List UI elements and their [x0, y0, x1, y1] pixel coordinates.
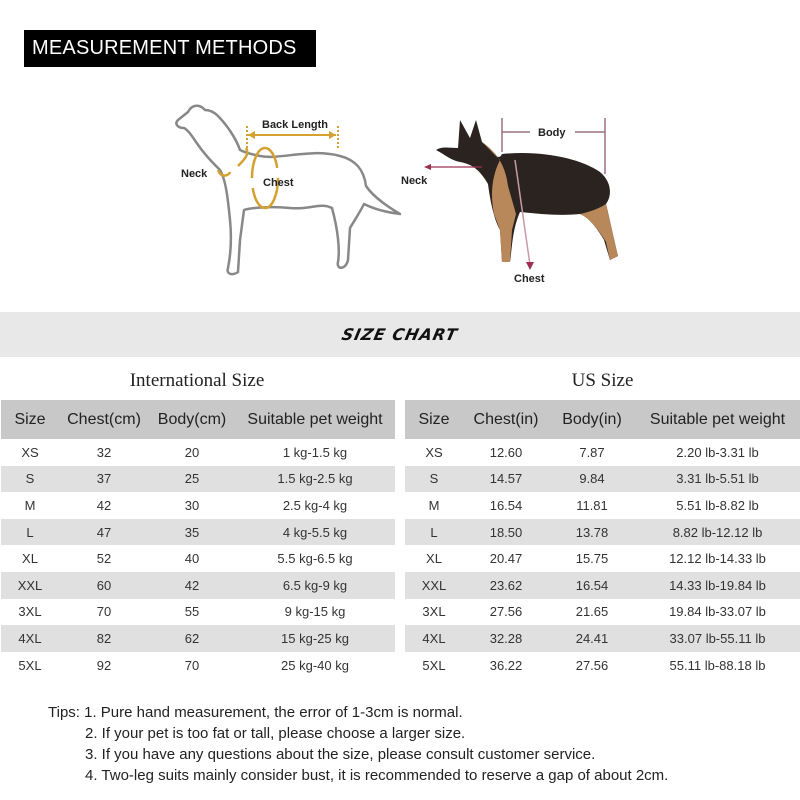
- table-cell: 37: [59, 466, 149, 493]
- table-cell: 30: [184, 497, 200, 513]
- table-cell: 2.5 kg-4 kg: [282, 497, 348, 513]
- table-row: [1, 439, 395, 466]
- us-size-table: [405, 400, 800, 678]
- table-cell: 23.62: [463, 572, 549, 599]
- table-cell: M: [24, 497, 36, 513]
- table-cell: 82: [59, 625, 149, 652]
- neck-label-photo: Neck: [401, 175, 428, 187]
- table-cell: 5XL: [18, 657, 42, 673]
- table-cell: 1 kg-1.5 kg: [282, 444, 348, 460]
- measurement-illustrations: [160, 90, 640, 300]
- tip-item: [48, 765, 668, 786]
- table-cell: 15 kg-25 kg: [235, 625, 395, 652]
- table-cell: 24.41: [549, 625, 635, 652]
- column-header: Size: [1, 400, 59, 439]
- table-row: [405, 439, 800, 466]
- table-row: [1, 625, 395, 652]
- chest-label: Chest: [263, 177, 294, 189]
- table-cell: 13.78: [549, 519, 635, 546]
- table-row: [1, 466, 395, 493]
- table-cell: 52: [96, 551, 112, 567]
- table-cell: 55: [184, 604, 200, 620]
- table-cell: 33.07 lb-55.11 lb: [635, 625, 800, 652]
- table-cell: 5.5 kg-6.5 kg: [277, 551, 353, 567]
- tip-text: 2. If your pet is too fat or tall, please choose a larger size.: [85, 725, 466, 742]
- table-cell: 20.47: [489, 551, 523, 567]
- tips-section: [48, 702, 668, 786]
- table-cell: 6.5 kg-9 kg: [235, 572, 395, 599]
- body-label: Body: [538, 127, 566, 139]
- table-cell: 36.22: [489, 657, 523, 673]
- column-header: Suitable pet weight: [635, 400, 800, 439]
- column-header: Chest(cm): [59, 400, 149, 439]
- table-cell: 4 kg-5.5 kg: [235, 519, 395, 546]
- table-cell: 35: [149, 519, 235, 546]
- table-row: [405, 466, 800, 493]
- table-cell: 14.57: [463, 466, 549, 493]
- us-size-title: US Size: [571, 370, 634, 391]
- table-cell: 18.50: [463, 519, 549, 546]
- table-cell: 27.56: [489, 604, 523, 620]
- table-cell: 2.20 lb-3.31 lb: [676, 444, 759, 460]
- table-cell: XXL: [405, 572, 463, 599]
- chest-pointer-arrowhead: [526, 262, 534, 270]
- column-header: Suitable pet weight: [235, 400, 395, 439]
- table-cell: 7.87: [579, 444, 605, 460]
- table-cell: 27.56: [575, 657, 609, 673]
- table-cell: 25 kg-40 kg: [281, 657, 349, 673]
- table-cell: L: [405, 519, 463, 546]
- table-cell: 15.75: [575, 551, 609, 567]
- tip-item: [48, 702, 668, 723]
- table-cell: 25: [149, 466, 235, 493]
- table-cell: 5XL: [422, 657, 446, 673]
- table-header-row: [405, 400, 800, 439]
- table-row: [1, 572, 395, 599]
- banner-title: MEASUREMENT METHODS: [32, 37, 297, 59]
- table-cell: XL: [22, 551, 38, 567]
- table-row: [1, 599, 395, 626]
- table-header-row: [1, 400, 395, 439]
- table-row: [405, 545, 800, 572]
- column-header: Body(in): [549, 400, 635, 439]
- column-header: Body(cm): [149, 400, 235, 439]
- tip-item: [48, 723, 668, 744]
- table-cell: 92: [96, 657, 112, 673]
- column-header: Size: [405, 400, 463, 439]
- tip-text: 1. Pure hand measurement, the error of 1-3cm is normal.: [84, 704, 463, 721]
- table-row: [405, 599, 800, 626]
- table-cell: 70: [96, 604, 112, 620]
- international-size-title: International Size: [129, 370, 265, 391]
- neck-label: Neck: [181, 168, 208, 180]
- table-row: [405, 519, 800, 546]
- outline-dog-diagram: [176, 106, 400, 274]
- table-row: [405, 572, 800, 599]
- table-cell: L: [1, 519, 59, 546]
- table-cell: 32: [96, 444, 112, 460]
- table-cell: 11.81: [576, 497, 608, 513]
- table-cell: 1.5 kg-2.5 kg: [235, 466, 395, 493]
- back-length-arrowhead-right: [329, 131, 336, 139]
- photo-dog-diagram: [401, 118, 618, 285]
- table-cell: 12.12 lb-14.33 lb: [669, 551, 766, 567]
- table-cell: 42: [149, 572, 235, 599]
- table-cell: XS: [425, 444, 443, 460]
- table-cell: 4XL: [1, 625, 59, 652]
- table-cell: M: [428, 497, 440, 513]
- international-size-table: [1, 400, 395, 678]
- table-cell: 62: [149, 625, 235, 652]
- table-cell: 60: [59, 572, 149, 599]
- table-row: [405, 652, 800, 679]
- table-cell: 3XL: [18, 604, 42, 620]
- neck-pointer-arrowhead: [424, 164, 431, 170]
- table-row: [1, 519, 395, 546]
- table-cell: 3.31 lb-5.51 lb: [635, 466, 800, 493]
- table-cell: XL: [426, 551, 442, 567]
- table-cell: XS: [21, 444, 39, 460]
- table-cell: 12.60: [489, 444, 523, 460]
- table-row: [1, 545, 395, 572]
- table-cell: 5.51 lb-8.82 lb: [676, 497, 759, 513]
- table-cell: S: [1, 466, 59, 493]
- back-length-label: Back Length: [262, 119, 329, 131]
- table-cell: 40: [184, 551, 200, 567]
- size-chart-band: [0, 312, 800, 357]
- table-cell: 9.84: [549, 466, 635, 493]
- size-chart-title: SIZE CHART: [340, 325, 460, 344]
- table-cell: S: [405, 466, 463, 493]
- table-row: [405, 625, 800, 652]
- table-cell: 21.65: [575, 604, 609, 620]
- tip-item: [48, 744, 668, 765]
- table-cell: 14.33 lb-19.84 lb: [635, 572, 800, 599]
- table-cell: 70: [184, 657, 200, 673]
- table-cell: 16.54: [549, 572, 635, 599]
- table-row: [1, 492, 395, 519]
- chest-label-photo: Chest: [514, 273, 545, 285]
- table-row: [405, 492, 800, 519]
- measurement-methods-banner: [24, 30, 316, 67]
- table-cell: 3XL: [422, 604, 446, 620]
- tip-text: 3. If you have any questions about the size, please consult customer service.: [85, 746, 596, 763]
- tips-label: Tips:: [48, 704, 80, 721]
- table-cell: 20: [184, 444, 200, 460]
- table-cell: 9 kg-15 kg: [284, 604, 346, 620]
- table-cell: 4XL: [405, 625, 463, 652]
- table-cell: XXL: [1, 572, 59, 599]
- table-cell: 47: [59, 519, 149, 546]
- table-cell: 42: [96, 497, 112, 513]
- back-length-arrowhead-left: [248, 131, 255, 139]
- table-cell: 8.82 lb-12.12 lb: [635, 519, 800, 546]
- table-cell: 55.11 lb-88.18 lb: [669, 657, 766, 673]
- table-cell: 19.84 lb-33.07 lb: [669, 604, 766, 620]
- column-header: Chest(in): [463, 400, 549, 439]
- tip-text: 4. Two-leg suits mainly consider bust, it is recommended to reserve a gap of about 2cm.: [85, 767, 669, 784]
- table-cell: 32.28: [463, 625, 549, 652]
- table-cell: 16.54: [489, 497, 523, 513]
- table-row: [1, 652, 395, 679]
